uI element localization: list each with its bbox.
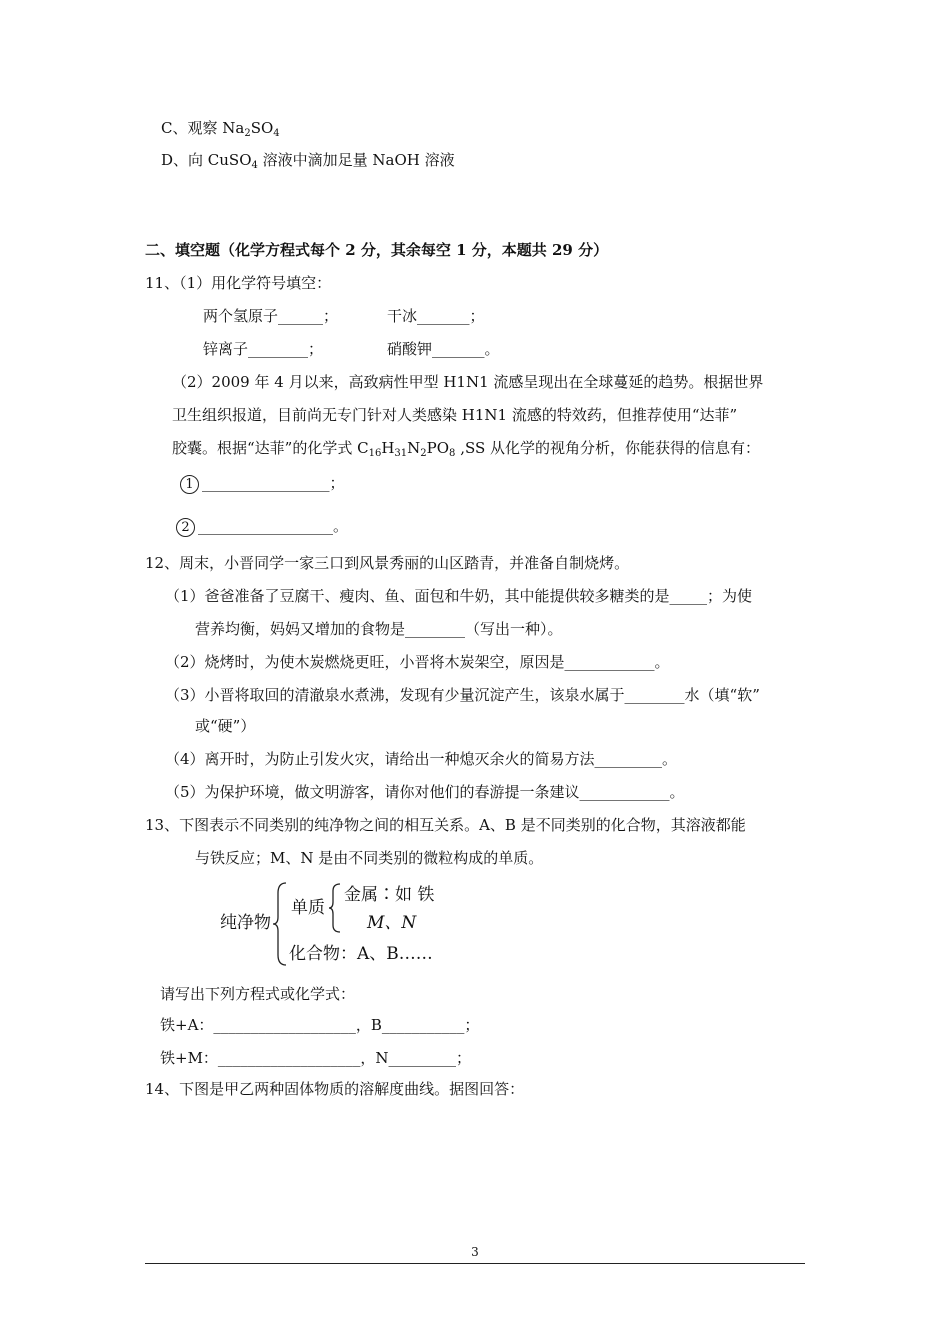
q14-stem: 14、下图是甲乙两种固体物质的溶解度曲线。据图回答： [145,1080,525,1098]
diagram-metal: 金属∶如 铁 [344,885,435,905]
option-c: C、观察 $Na_2SO_4$ [161,119,280,139]
q11-part2-line3: 胶囊。根据“达菲”的化学式 $C_{16}H_{31}N_2PO_8$ ,SS 从化学的视角分析，你能获得的信息有： [172,439,761,459]
q11-answer-1: 1 _________________； [180,473,345,494]
diagram-compound: 化合物：A、B…… [289,944,433,964]
q13-blank-fe-m: 铁+M：___________________，N_________； [160,1049,472,1067]
q12-part4: （4）离开时，为防止引发火灾，请给出一种熄灭余火的简易方法_________。 [165,750,678,768]
q11-blank-dry-ice: 干冰_______； [387,307,485,325]
q11-blank-zinc-ion: 锌离子________； [203,340,324,358]
q11-blank-potassium-nitrate: 硝酸钾_______。 [387,340,500,358]
q12-part1-line2: 营养均衡，妈妈又增加的食物是________（写出一种）。 [195,620,563,638]
diagram-brace-outer [272,881,288,967]
diagram-brace-inner [328,882,342,934]
page-number: 3 [471,1245,479,1259]
q13-stem-line1: 13、下图表示不同类别的纯净物之间的相互关系。A、B 是不同类别的化合物，其溶液都能 [145,816,746,834]
q13-stem-line2: 与铁反应；M、N 是由不同类别的微粒构成的单质。 [195,849,544,867]
diagram-element: 单质 [291,898,325,918]
footer-rule [145,1263,805,1264]
circled-number-2: 2 [176,518,195,537]
q13-prompt: 请写出下列方程式或化学式： [160,985,356,1003]
q13-blank-fe-a: 铁+A：___________________，B___________； [160,1016,480,1034]
option-d: D、向 CuSO$_4$ 溶液中滴加足量 NaOH 溶液 [161,151,455,171]
q11-stem: 11、（1）用化学符号填空： [145,274,332,292]
q12-part2: （2）烧烤时，为使木炭燃烧更旺，小晋将木炭架空，原因是____________。 [165,653,670,671]
q11-blank-hydrogen-atoms: 两个氢原子______； [203,307,339,325]
q11-part2-line1: （2）2009 年 4 月以来，高致病性甲型 H1N1 流感呈现出在全球蔓延的趋势。根据世界 [172,373,764,391]
section-heading: 二、填空题（化学方程式每个 2 分，其余每空 1 分，本题共 29 分） [145,241,609,259]
circled-number-1: 1 [180,475,199,494]
q11-part2-line2: 卫生组织报道，目前尚无专门针对人类感染 H1N1 流感的特效药，但推荐使用“达菲” [172,406,738,424]
q11-answer-2: 2 __________________。 [176,516,348,537]
q12-stem: 12、周末，小晋同学一家三口到风景秀丽的山区踏青，并准备自制烧烤。 [145,554,630,572]
q12-part1-line1: （1）爸爸准备了豆腐干、瘦肉、鱼、面包和牛奶，其中能提供较多糖类的是_____；为使 [165,587,753,605]
q12-part3-line2: 或“硬”） [195,717,256,735]
diagram-root: 纯净物 [220,913,271,933]
diagram-mn: M、N [367,913,417,933]
q12-part3-line1: （3）小晋将取回的清澈泉水煮沸，发现有少量沉淀产生，该泉水属于________水（填“软” [165,686,760,704]
q12-part5: （5）为保护环境，做文明游客，请你对他们的春游提一条建议____________。 [165,783,685,801]
